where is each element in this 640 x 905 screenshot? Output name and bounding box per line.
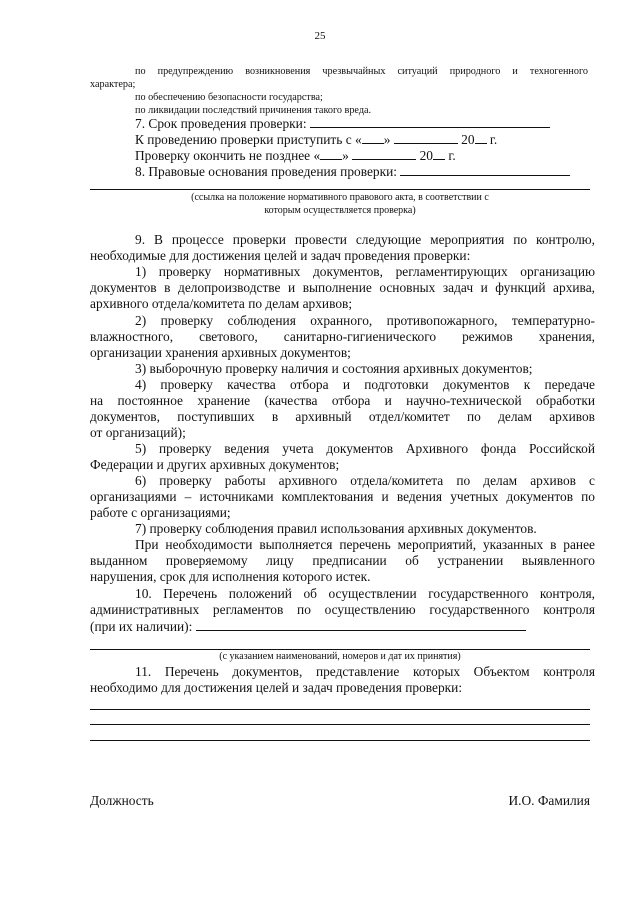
- start-month-field[interactable]: [394, 131, 458, 144]
- end-date-line: [135, 147, 595, 164]
- section-10-line-2: административных регламентов по осуществлению государственного контроля: [90, 602, 595, 617]
- end-day-field[interactable]: [320, 147, 342, 160]
- documents-line-2[interactable]: [90, 724, 590, 725]
- item-3-line-1: 3) выборочную проверку наличия и состояния архивных документов;: [135, 361, 533, 376]
- top-line-4: по ликвидации последствий причинения такого вреда.: [135, 105, 372, 116]
- item-6-line-1: 6) проверку работы архивного отдела/комитета по делам архивов с: [135, 473, 595, 488]
- start-day-field[interactable]: [362, 131, 384, 144]
- section-8-caption-2: которым осуществляется проверка): [264, 205, 416, 216]
- start-quote: »: [383, 132, 391, 147]
- section-10-line-3: [90, 618, 595, 635]
- item-5-line-1: 5) проверку ведения учета документов Архивного фонда Российской: [135, 441, 595, 456]
- legal-basis-line[interactable]: [90, 189, 590, 190]
- item-1-line-2: документов в делопроизводстве и выполнение основных задач и функций архива,: [90, 280, 595, 295]
- item-6-line-2: организациями – источниками комплектования и ведения учетных документов по: [90, 489, 595, 504]
- end-year-field[interactable]: [433, 147, 445, 160]
- top-line-2: характера;: [90, 79, 136, 90]
- end-date-label: Проверку окончить не позднее «: [135, 148, 321, 163]
- section-10-caption: (с указанием наименований, номеров и дат их принятия): [219, 651, 461, 662]
- item-4-line-1: 4) проверку качества отбора и подготовки документов к передаче: [135, 377, 595, 392]
- section-9-line-2: необходимые для достижения целей и задач проведения проверки:: [90, 248, 471, 263]
- start-year-field[interactable]: [475, 131, 487, 144]
- item-6-line-3: работе с организациями;: [90, 505, 231, 520]
- note-line-1: При необходимости выполняется перечень мероприятий, указанных в ранее: [135, 537, 595, 552]
- section-10-line-3-text: (при их наличии):: [90, 619, 193, 634]
- section-10-line-1: 10. Перечень положений об осуществлении государственного контроля,: [135, 586, 595, 601]
- start-date-line: [135, 131, 595, 148]
- end-quote: »: [342, 148, 349, 163]
- end-month-field[interactable]: [352, 147, 416, 160]
- section-8-title: [135, 163, 595, 180]
- item-4-line-3: документов, поступивших в архивный отдел/комитет по делам архивов: [90, 409, 595, 424]
- item-2-line-3: организации хранения архивных документов;: [90, 345, 351, 360]
- section-11-line-1: 11. Перечень документов, представление которых Объектом контроля: [135, 664, 595, 679]
- end-year-prefix: 20: [419, 148, 433, 163]
- top-line-1: по предупреждению возникновения чрезвычайных ситуаций природного и техногенного: [135, 66, 588, 77]
- item-1-line-1: 1) проверку нормативных документов, регламентирующих организацию: [135, 264, 595, 279]
- start-year-prefix: 20: [461, 132, 475, 147]
- item-4-line-2: на постоянное хранение (качества отбора и научно-технической обработки: [90, 393, 595, 408]
- documents-line-3[interactable]: [90, 740, 590, 741]
- start-year-suffix: г.: [489, 132, 498, 147]
- top-line-3: по обеспечению безопасности государства;: [135, 92, 323, 103]
- page-number: 25: [314, 30, 326, 42]
- legal-basis-field[interactable]: [400, 163, 570, 176]
- documents-line-1[interactable]: [90, 709, 590, 710]
- item-5-line-2: Федерации и других архивных документов;: [90, 457, 340, 472]
- section-9-line-1: 9. В процессе проверки провести следующие мероприятия по контролю,: [135, 232, 595, 247]
- item-2-line-2: влажностного, светового, санитарно-гигиенического режимов хранения,: [90, 329, 595, 344]
- item-2-line-1: 2) проверку соблюдения охранного, противопожарного, температурно-: [135, 313, 595, 328]
- full-name-label: И.О. Фамилия: [508, 793, 590, 808]
- note-line-2: выданном проверяемому лицу предписании об устранении выявленного: [90, 553, 595, 568]
- item-1-line-3: архивного отдела/комитета по делам архивов;: [90, 296, 353, 311]
- section-8-title-text: 8. Правовые основания проведения проверки:: [135, 164, 397, 179]
- item-4-line-4: от организаций);: [90, 425, 186, 440]
- note-line-3: нарушения, срок для исполнения которого истек.: [90, 569, 371, 584]
- section-8-caption-1: (ссылка на положение нормативного правового акта, в соответствии с: [191, 192, 489, 203]
- section-11-line-2: необходимо для достижения целей и задач проведения проверки:: [90, 680, 463, 695]
- section-7-title: [135, 115, 595, 132]
- regulations-field[interactable]: [196, 618, 526, 631]
- start-date-label: К проведению проверки приступить с «: [135, 132, 362, 147]
- position-label: Должность: [90, 793, 154, 808]
- end-year-suffix: г.: [448, 148, 456, 163]
- duration-field[interactable]: [310, 115, 550, 128]
- section-7-title-text: 7. Срок проведения проверки:: [135, 116, 307, 131]
- regulations-line[interactable]: [90, 649, 590, 650]
- item-7-line-1: 7) проверку соблюдения правил использования архивных документов.: [135, 521, 537, 536]
